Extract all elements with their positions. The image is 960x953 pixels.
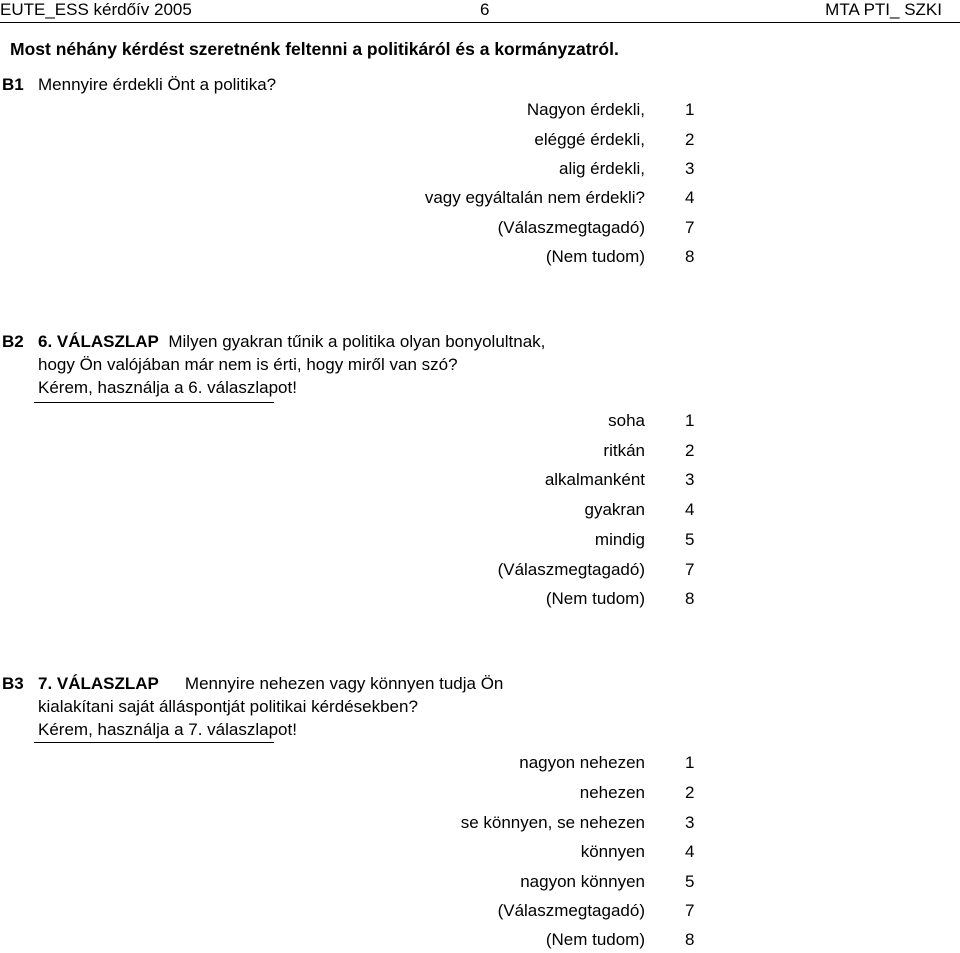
option-code: 4 [685, 842, 695, 861]
option-label: Nagyon érdekli, [526, 100, 645, 119]
answer-option-b2-5 [300, 529, 700, 551]
answer-option-b3-8 [300, 929, 700, 951]
option-label: eléggé érdekli, [534, 130, 645, 149]
option-code: 5 [685, 530, 695, 549]
option-code: 4 [685, 188, 695, 207]
answer-option-b1-7 [300, 217, 700, 239]
instruction-underline [34, 742, 274, 743]
option-code: 3 [685, 470, 695, 489]
option-label: (Válaszmegtagadó) [497, 901, 645, 920]
page-number: 6 [480, 0, 490, 19]
answer-option-b2-1 [300, 410, 700, 432]
option-code: 2 [685, 130, 695, 149]
answer-option-b3-4 [300, 841, 700, 863]
instruction-underline [34, 402, 274, 403]
interviewer-instruction-b3: Kérem, használja a 7. válaszlapot! [38, 720, 297, 739]
option-code: 4 [685, 500, 695, 519]
option-label: nehezen [579, 783, 645, 802]
option-code: 8 [685, 247, 695, 266]
answer-option-b3-7 [300, 900, 700, 922]
option-label: (Válaszmegtagadó) [497, 560, 645, 579]
option-label: se könnyen, se nehezen [460, 813, 645, 832]
question-id-b1: B1 [2, 75, 24, 94]
answer-card-label: 6. VÁLASZLAP [38, 332, 159, 351]
question-text-b1: Mennyire érdekli Önt a politika? [38, 75, 277, 94]
question-text-b3-line1 [38, 673, 503, 695]
section-intro: Most néhány kérdést szeretnénk feltenni a politikáról és a kormányzatról. [10, 39, 619, 59]
answer-option-b3-5 [300, 871, 700, 893]
answer-option-b2-4 [300, 499, 700, 521]
option-code: 5 [685, 872, 695, 891]
question-text-b3-line2: kialakítani saját álláspontját politikai kérdésekben? [38, 697, 418, 716]
answer-option-b3-3 [300, 812, 700, 834]
question-id-b3: B3 [2, 674, 24, 693]
answer-option-b3-2 [300, 782, 700, 804]
option-label: soha [608, 411, 645, 430]
option-label: nagyon nehezen [519, 753, 645, 772]
option-label: (Nem tudom) [545, 247, 645, 266]
option-label: ritkán [603, 441, 645, 460]
option-label: (Válaszmegtagadó) [497, 218, 645, 237]
question-text-b2-line2: hogy Ön valójában már nem is érti, hogy miről van szó? [38, 355, 458, 374]
question-text: Milyen gyakran tűnik a politika olyan bonyolultnak, [168, 332, 546, 351]
answer-option-b1-2 [300, 129, 700, 151]
question-id-b2: B2 [2, 332, 24, 351]
interviewer-instruction-b2: Kérem, használja a 6. válaszlapot! [38, 378, 297, 397]
answer-option-b2-3 [300, 469, 700, 491]
answer-option-b2-2 [300, 440, 700, 462]
option-label: alkalmanként [544, 470, 645, 489]
page-header [0, 0, 960, 23]
institution-name: MTA PTI_ SZKI [825, 0, 942, 19]
answer-option-b1-1 [300, 99, 700, 121]
option-label: nagyon könnyen [520, 872, 645, 891]
option-code: 8 [685, 930, 695, 949]
option-label: (Nem tudom) [545, 930, 645, 949]
answer-card-label: 7. VÁLASZLAP [38, 674, 159, 693]
option-code: 7 [685, 560, 695, 579]
option-code: 3 [685, 813, 695, 832]
option-code: 1 [685, 753, 695, 772]
answer-option-b2-8 [300, 588, 700, 610]
option-label: könnyen [580, 842, 645, 861]
document-title: EUTE_ESS kérdőív 2005 [0, 0, 192, 19]
option-code: 2 [685, 441, 695, 460]
answer-option-b2-7 [300, 559, 700, 581]
option-label: mindig [594, 530, 645, 549]
option-code: 7 [685, 218, 695, 237]
option-code: 1 [685, 100, 695, 119]
option-code: 7 [685, 901, 695, 920]
option-code: 1 [685, 411, 695, 430]
answer-option-b1-3 [300, 158, 700, 180]
answer-option-b3-1 [300, 752, 700, 774]
option-label: (Nem tudom) [545, 589, 645, 608]
option-code: 3 [685, 159, 695, 178]
question-text: Mennyire nehezen vagy könnyen tudja Ön [184, 674, 504, 693]
option-label: alig érdekli, [559, 159, 645, 178]
option-code: 2 [685, 783, 695, 802]
answer-option-b1-4 [300, 187, 700, 209]
option-label: gyakran [584, 500, 645, 519]
option-label: vagy egyáltalán nem érdekli? [424, 188, 645, 207]
option-code: 8 [685, 589, 695, 608]
question-text-b2-line1 [38, 331, 545, 353]
answer-option-b1-8 [300, 246, 700, 268]
